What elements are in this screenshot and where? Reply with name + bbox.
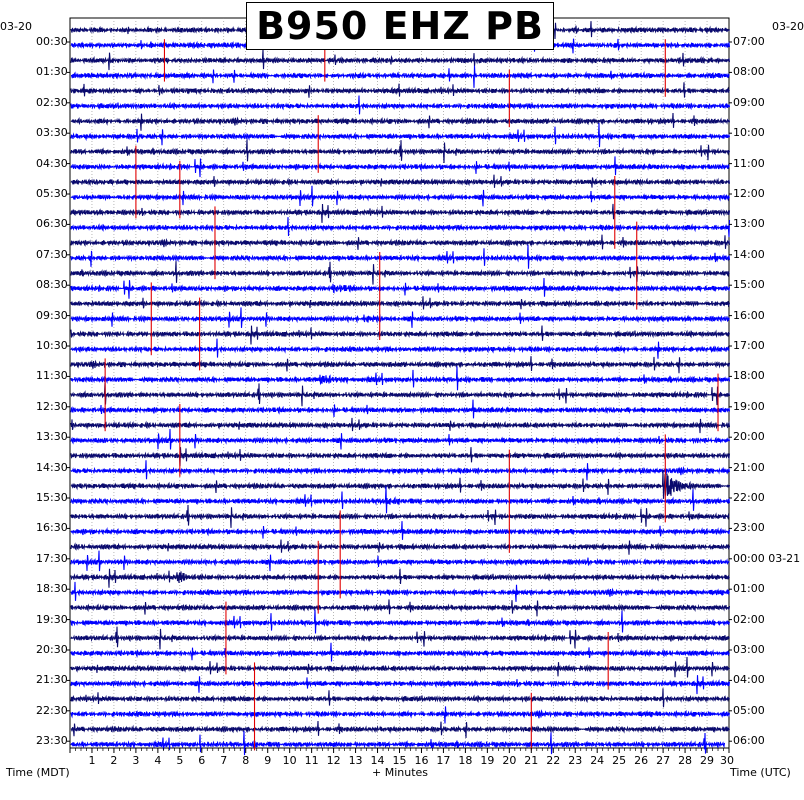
chart-title: B950 EHZ PB: [256, 4, 544, 48]
right-time-label: 05:00: [733, 703, 765, 717]
left-date-label: 03-20: [0, 20, 32, 33]
x-tick-label: 8: [242, 754, 250, 767]
title-box: [246, 2, 554, 50]
x-tick-label: 4: [154, 754, 162, 767]
left-time-label: 03:30: [36, 126, 68, 140]
left-time-label: 00:30: [36, 35, 68, 48]
left-time-label: 23:30: [36, 734, 68, 748]
right-time-label: 17:00: [733, 339, 765, 352]
right-time-label: 08:00: [733, 65, 765, 79]
left-time-label: 09:30: [36, 308, 68, 322]
x-tick-label: 9: [264, 754, 272, 767]
right-time-label: 15:00: [733, 278, 765, 292]
left-time-label: 07:30: [36, 247, 68, 261]
left-time-label: 22:30: [36, 703, 68, 717]
left-time-label: 14:30: [36, 460, 68, 474]
left-time-label: 20:30: [36, 643, 68, 656]
right-time-label: 01:00: [733, 582, 765, 596]
right-time-label: 14:00: [733, 247, 765, 261]
left-time-label: 04:30: [36, 156, 68, 170]
left-time-label: 17:30: [36, 551, 68, 565]
left-time-label: 05:30: [36, 187, 68, 200]
right-time-label: 07:00: [733, 35, 765, 48]
right-time-label: 09:00: [733, 95, 765, 109]
x-tick-label: 7: [220, 754, 228, 767]
right-time-label: 21:00: [733, 460, 765, 474]
x-tick-label: 17: [436, 754, 451, 767]
left-time-label: 21:30: [36, 673, 68, 687]
x-tick-label: 16: [414, 754, 429, 767]
right-time-label: 03:00: [733, 643, 765, 656]
right-time-label: 04:00: [733, 673, 765, 687]
x-tick-label: 25: [612, 754, 627, 767]
left-time-label: 02:30: [36, 95, 68, 109]
left-time-label: 16:30: [36, 521, 68, 535]
x-tick-label: 26: [634, 754, 649, 767]
x-tick-label: 14: [370, 754, 385, 767]
x-tick-label: 15: [392, 754, 407, 767]
x-tick-label: 22: [546, 754, 561, 767]
x-tick-label: 23: [568, 754, 583, 767]
x-tick-label: 21: [524, 754, 539, 767]
x-tick-label: 20: [502, 754, 517, 767]
left-time-label: 13:30: [36, 430, 68, 444]
left-axis-label: Time (MDT): [6, 766, 70, 779]
right-time-label: 12:00: [733, 187, 765, 200]
left-time-label: 11:30: [36, 369, 68, 383]
right-time-label: 22:00: [733, 491, 765, 504]
left-time-label: 19:30: [36, 612, 68, 626]
right-time-label: 13:00: [733, 217, 765, 231]
x-tick-label: 13: [348, 754, 363, 767]
right-time-label: 16:00: [733, 308, 765, 322]
x-tick-label: 11: [304, 754, 319, 767]
x-tick-label: 19: [480, 754, 495, 767]
right-time-label: 20:00: [733, 430, 765, 444]
x-tick-label: 3: [132, 754, 140, 767]
right-time-label: 18:00: [733, 369, 765, 383]
x-tick-label: 30: [720, 754, 734, 767]
x-tick-label: 10: [282, 754, 297, 767]
x-tick-label: 28: [678, 754, 693, 767]
left-time-label: 01:30: [36, 65, 68, 79]
right-date-label: 03-20: [772, 20, 804, 33]
right-axis-label: Time (UTC): [730, 766, 791, 779]
x-tick-label: 29: [700, 754, 715, 767]
left-time-label: 15:30: [36, 491, 68, 504]
x-tick-label: 6: [198, 754, 206, 767]
right-time-label: 00:00 03-21: [733, 551, 801, 565]
right-time-label: 10:00: [733, 126, 765, 140]
right-time-label: 11:00: [733, 156, 765, 170]
right-time-label: 23:00: [733, 521, 765, 535]
left-time-label: 10:30: [36, 339, 68, 352]
x-tick-label: 5: [176, 754, 184, 767]
x-tick-label: 1: [88, 754, 96, 767]
left-time-label: 08:30: [36, 278, 68, 292]
x-tick-label: 2: [110, 754, 118, 767]
left-time-label: 12:30: [36, 399, 68, 413]
x-tick-label: 24: [590, 754, 605, 767]
x-tick-label: 27: [656, 754, 671, 767]
right-time-label: 19:00: [733, 399, 765, 413]
left-time-label: 06:30: [36, 217, 68, 231]
right-time-label: 02:00: [733, 612, 765, 626]
x-axis-label: + Minutes: [371, 766, 429, 779]
x-tick-label: 18: [458, 754, 473, 767]
right-time-label: 06:00: [733, 734, 765, 748]
left-time-label: 18:30: [36, 582, 68, 596]
x-tick-label: 12: [326, 754, 341, 767]
